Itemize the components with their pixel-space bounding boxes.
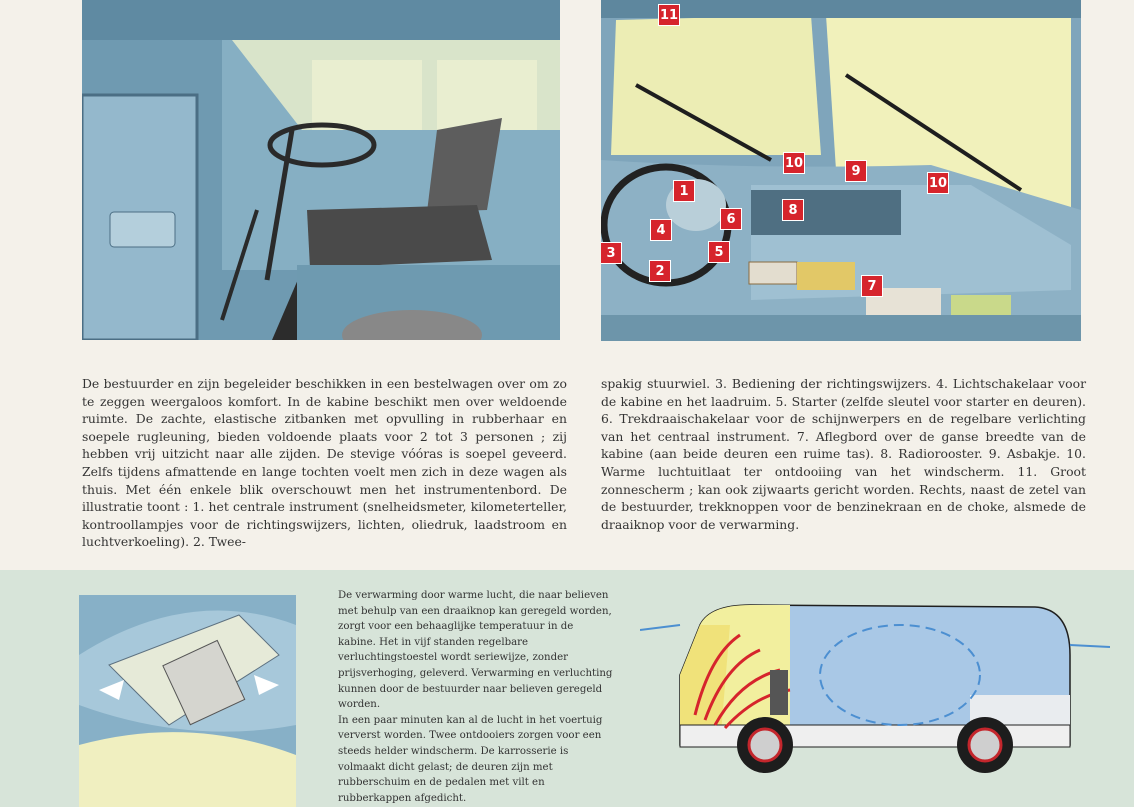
callout-3: 3 (601, 242, 622, 264)
cab-interior-photo (82, 0, 560, 340)
callout-8: 8 (782, 199, 804, 221)
callout-11: 11 (658, 4, 680, 26)
heater-vent-photo (79, 595, 296, 807)
van-airflow-diagram (640, 595, 1110, 795)
callout-7: 7 (861, 275, 883, 297)
heating-description (338, 588, 614, 806)
heating-paragraph-1: De verwarming door warme lucht, die naar believen met behulp van een draaiknop kan geregeld worden, zorgt voor een behaaglijke temperatuur in de kabine. Het in vijf standen regelbare verluchtingstoestel wordt seriewijze, zonder prijsverhoging, geleverd. Verwarming en verluchting kunnen door de bestuurder naar believen geregeld worden. (338, 590, 613, 711)
dashboard-photo (601, 0, 1081, 341)
body-text-left (82, 375, 567, 551)
callout-5: 5 (708, 241, 730, 263)
callout-9: 9 (845, 160, 867, 182)
callout-10b: 10 (927, 172, 949, 194)
body-paragraph-left: De bestuurder en zijn begeleider beschikken in een bestelwagen over om zo te zeggen weergaloos komfort. In de kabine beschikt men over weldoende ruimte. De zachte, elastische zitbanken met opvulling in rubberhaar en soepele rugleuning, bieden voldoende plaats voor 2 tot 3 personen ; zij hebben vrij uitzicht naar alle zijden. De stevige vóóras is soepel geveerd. Zelfs tijdens afmattende en lange tochten voelt men zich in deze wagen als thuis. Met één enkele blik overschouwt men het instrumentenbord. De illustratie toont : 1. het centrale instrument (snelheidsmeter, kilometerteller, kontroollampjes voor de richtingswijzers, lichten, oliedruk, laadstroom en luchtverkoeling). 2. Twee- (82, 376, 567, 550)
callout-4: 4 (650, 219, 672, 241)
body-text-right (601, 375, 1086, 533)
callout-10: 10 (783, 152, 805, 174)
callout-1: 1 (673, 180, 695, 202)
callout-6: 6 (720, 208, 742, 230)
heating-paragraph-2: In een paar minuten kan al de lucht in het voertuig ververst worden. Twee ontdooiers zorgen voor een steeds helder windscherm. De karrosserie is volmaakt dicht gelast; de deuren zijn met rubberschuim en de pedalen met vilt en rubberkappen afgedicht. (338, 714, 603, 804)
callout-2: 2 (649, 260, 671, 282)
body-paragraph-right: spakig stuurwiel. 3. Bediening der richtingswijzers. 4. Lichtschakelaar voor de kabine en het laadruim. 5. Starter (zelfde sleutel voor starter en deuren). 6. Trekdraaischakelaar voor de schijnwerpers en de regelbare verlichting van het centraal instrument. 7. Aflegbord over de ganse breedte van de kabine (aan beide deuren een ruime tas). 8. Radiorooster. 9. Asbakje. 10. Warme luchtuitlaat ter ontdooiing van het windscherm. 11. Groot zonnescherm ; kan ook zijwaarts gericht worden. Rechts, naast de zetel van de bestuurder, trekknoppen voor de benzinekraan en de choke, alsmede de draaiknop voor de verwarming. (601, 376, 1086, 532)
